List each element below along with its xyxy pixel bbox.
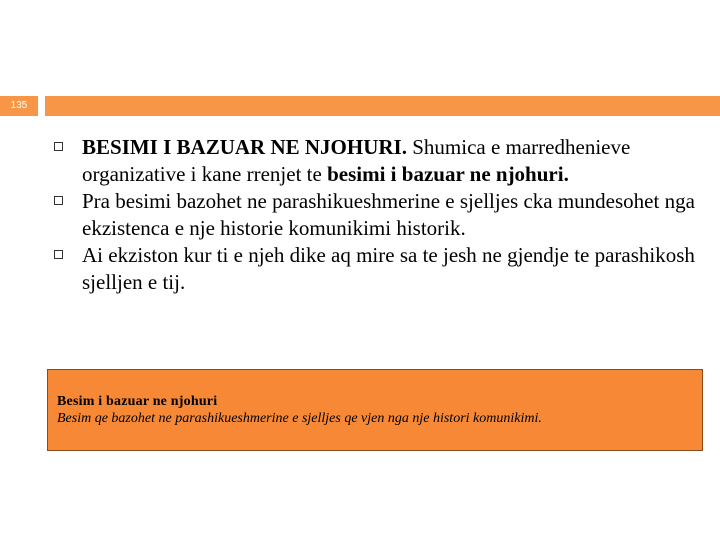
bullet-item (54, 188, 704, 242)
bullet-text-bold: BESIMI I BAZUAR NE NJOHURI. (82, 135, 407, 159)
bullet-list (54, 134, 704, 296)
bullet-text: Pra besimi bazohet ne parashikueshmerine e sjelljes cka mundesohet nga ekzistenca e nje historie komunikimi historik. (82, 189, 695, 240)
bullet-text: Shumica e marredhenieve organizative i kane rrenjet te (82, 135, 631, 186)
definition-callout-box (47, 369, 703, 451)
bullet-item (54, 242, 704, 296)
bullet-item (54, 134, 704, 188)
callout-body: Besim qe bazohet ne parashikueshmerine e sjelljes qe vjen nga nje histori komunikimi. (57, 411, 542, 426)
callout-title: Besim i bazuar ne njohuri (57, 394, 218, 409)
square-bullet-icon (54, 250, 63, 259)
bullet-text: Ai ekziston kur ti e njeh dike aq mire sa te jesh ne gjendje te parashikosh sjelljen e tij. (82, 243, 695, 294)
header-accent-line (45, 96, 720, 116)
slide-number: 135 (0, 96, 38, 116)
bullet-text-bold: besimi i bazuar ne njohuri. (327, 162, 569, 186)
header-bar (0, 96, 720, 116)
square-bullet-icon (54, 142, 63, 151)
square-bullet-icon (54, 196, 63, 205)
